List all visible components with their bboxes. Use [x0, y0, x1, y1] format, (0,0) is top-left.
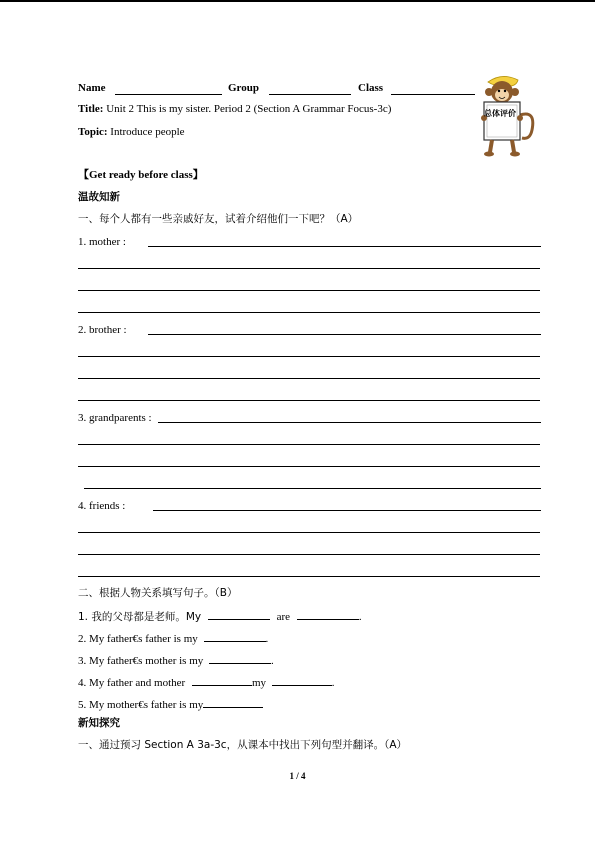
- answer-line[interactable]: [148, 334, 541, 335]
- answer-line[interactable]: [78, 268, 540, 269]
- page-top-border: [0, 0, 595, 2]
- topic-value: Introduce people: [110, 126, 185, 138]
- answer-line[interactable]: [148, 246, 541, 247]
- answer-line[interactable]: [78, 554, 540, 555]
- q3-text: 3. My father€s mother is my: [78, 655, 204, 667]
- item-friends-label: 4. friends :: [78, 500, 126, 512]
- q3-blank[interactable]: [209, 653, 271, 664]
- answer-line[interactable]: [78, 356, 540, 357]
- title-value: Unit 2 This is my sister. Period 2 (Section A Grammar Focus-3c): [106, 103, 392, 115]
- title-label: Title:: [78, 103, 104, 115]
- name-label: Name: [78, 82, 106, 94]
- title-line: [78, 103, 391, 116]
- answer-line[interactable]: [78, 532, 540, 533]
- q4-period: .: [331, 677, 335, 689]
- answer-line[interactable]: [84, 488, 541, 489]
- answer-line[interactable]: [78, 312, 540, 313]
- q3-period: .: [271, 655, 274, 667]
- review-heading: 温故知新: [78, 191, 120, 203]
- page-number: 1 / 4: [289, 771, 306, 781]
- topic-label: Topic:: [78, 126, 108, 138]
- q4-blank-2[interactable]: [272, 675, 332, 686]
- answer-line[interactable]: [78, 576, 540, 577]
- answer-line[interactable]: [78, 466, 540, 467]
- new-knowledge-heading: 新知探究: [78, 717, 120, 729]
- q1-period: .: [358, 611, 362, 623]
- answer-line[interactable]: [78, 378, 540, 379]
- q2-period: .: [265, 633, 269, 645]
- q1-are: are: [276, 611, 291, 623]
- q1-blank-1[interactable]: [208, 609, 270, 620]
- answer-line[interactable]: [153, 510, 541, 511]
- question-4: [78, 675, 335, 690]
- topic-line: [78, 126, 185, 139]
- answer-line[interactable]: [78, 290, 540, 291]
- question-5: [78, 697, 263, 712]
- section3-instruction: 一、通过预习 Section A 3a-3c，从课本中找出下列句型并翻译。（A）: [78, 739, 407, 751]
- overall-evaluation-badge: 总体评价: [484, 109, 516, 118]
- group-blank[interactable]: [269, 94, 351, 95]
- name-blank[interactable]: [115, 94, 222, 95]
- item-mother-label: 1. mother :: [78, 236, 126, 248]
- q4-text: 4. My father and mother: [78, 677, 186, 689]
- get-ready-heading: 【Get ready before class】: [78, 169, 204, 181]
- answer-line[interactable]: [78, 400, 540, 401]
- class-label: Class: [358, 82, 384, 94]
- item-brother-label: 2. brother :: [78, 324, 127, 336]
- class-blank[interactable]: [391, 94, 475, 95]
- q5-text: 5. My mother€s father is my: [78, 699, 204, 711]
- q4-my: my: [251, 677, 267, 689]
- question-3: [78, 653, 274, 668]
- answer-line[interactable]: [158, 422, 541, 423]
- group-label: Group: [228, 82, 259, 94]
- q5-blank[interactable]: [203, 697, 263, 708]
- q4-blank-1[interactable]: [192, 675, 252, 686]
- question-2: [78, 631, 268, 646]
- item-grandparents-label: 3. grandparents :: [78, 412, 152, 424]
- section1-instruction: 一、每个人都有一些亲戚好友，试着介绍他们一下吧？（A）: [78, 213, 359, 225]
- section2-instruction: 二、根据人物关系填写句子。（B）: [78, 587, 238, 599]
- q1-prefix: 1. 我的父母都是老师。My: [78, 611, 202, 623]
- q1-blank-2[interactable]: [297, 609, 359, 620]
- q2-blank[interactable]: [204, 631, 266, 642]
- question-1: [78, 609, 362, 624]
- answer-line[interactable]: [78, 444, 540, 445]
- q2-text: 2. My father€s father is my: [78, 633, 198, 645]
